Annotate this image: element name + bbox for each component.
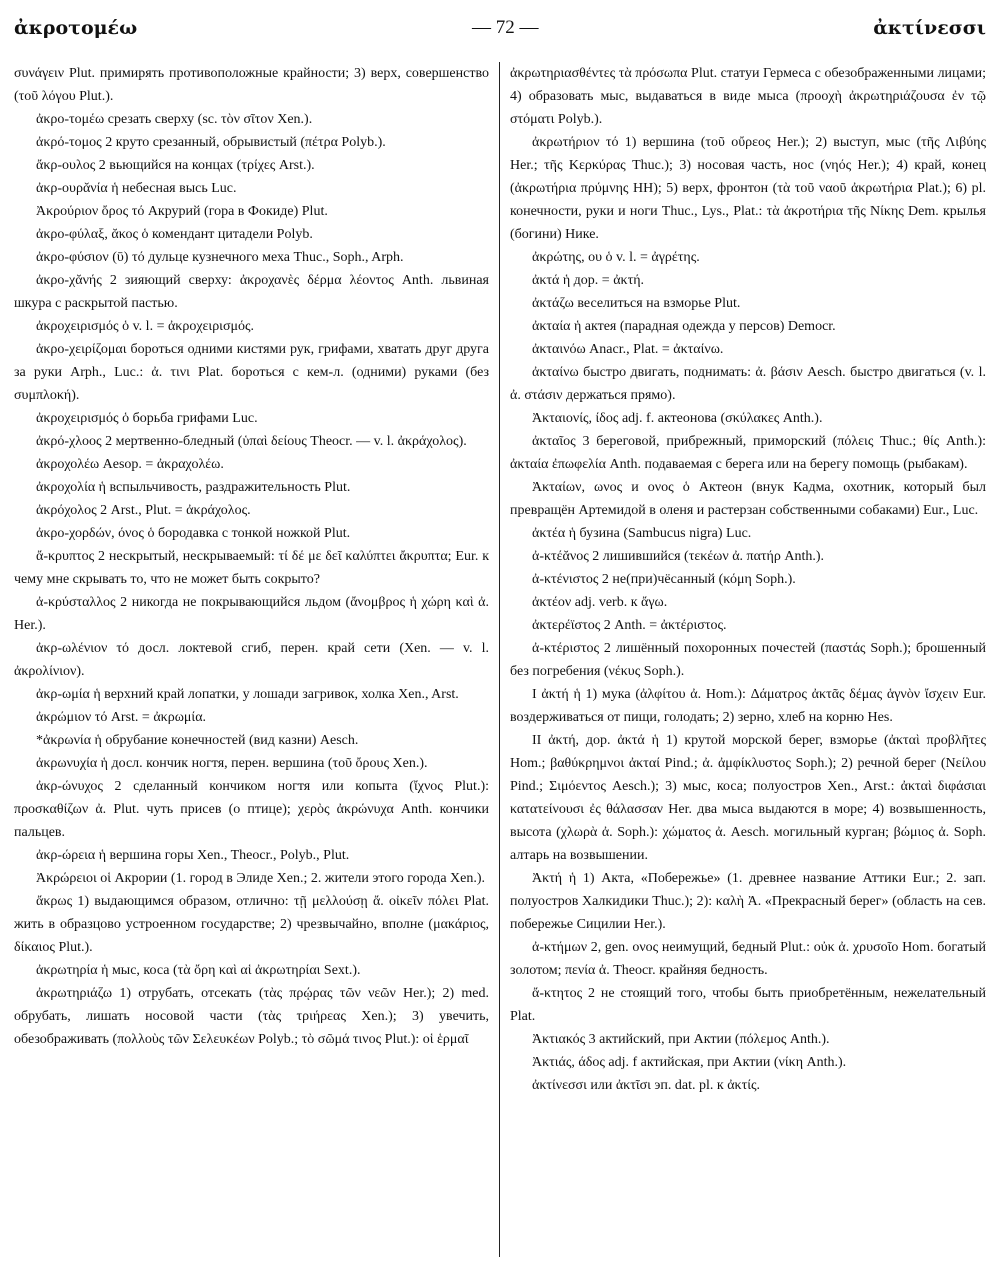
left-running-headword: ἀκροτομέω: [14, 17, 138, 39]
dictionary-entry: ἄ-κτητος 2 не стоящий того, чтобы быть приобретённым, нежелательный Plat.: [510, 986, 986, 1024]
dictionary-entry: ἀκταία ἡ актея (парадная одежда у персов) Democr.: [532, 319, 836, 334]
dictionary-entry: ἀκρο-χορδών, όνος ὁ бородавка с тонкой ножкой Plut.: [36, 526, 351, 541]
dictionary-entry: ἀκρό-τομος 2 круто срезанный, обрывистый (πέτρα Polyb.).: [36, 135, 386, 150]
dictionary-entry: ἀκροχειρισμός ὁ v. l. = ἀκροχειρισμός.: [36, 319, 255, 334]
dictionary-entry: ἀκταῖος 3 береговой, прибрежный, приморский (πόλεις Thuc.; θίς Anth.): ἀκταία ἐπωφελία Anth. подаваемая с берега или на берегу помощь (рыбакам).: [510, 434, 986, 472]
dictionary-entry: Ἀκρώρειοι οἱ Акрории (1. город в Элиде Xen.; 2. жители этого города Xen.).: [36, 871, 486, 886]
dictionary-entry: ἀκρ-ώνυχος 2 сделанный кончиком ногтя или копыта (ἴχνος Plut.): προσκαθίζων ἀ. Plut. чуть присев (о птице); χερὸς ἀκρώνυχα Anth. кончики пальцев.: [14, 779, 489, 840]
right-column: [500, 62, 986, 1257]
dictionary-entry: ἀκρό-χλοος 2 мертвенно-бледный (ὑπαὶ δείους Theocr. — v. l. ἀκράχολος).: [36, 434, 467, 449]
dictionary-entry: I ἀκτή ἡ 1) мука (ἀλφίτου ἀ. Hom.): Δάματρος ἀκτᾶς δέμας ἁγνὸν ἴσχειν Eur. воздерживаться от пищи, голодать; 2) зерно, хлеб на корню Hes.: [510, 687, 986, 725]
page-number: — 72 —: [471, 17, 539, 38]
dictionary-entry: ἀκροχειρισμός ὁ борьба грифами Luc.: [36, 411, 258, 426]
dictionary-entry: ἀκρωτήριον τό 1) вершина (τοῦ οὔρεος Her.); 2) выступ, мыс (τῆς Λιβύης Her.; τῆς Κερκύρας Thuc.); 3) носовая часть, нос (νηός Her.); 4) край, конец (ἀκρωτήρια πρύμνης HH); 5) верх, фронтон (τὰ τοῦ ναοῦ ἀκρωτήρια Plat.); 6) pl. конечности, руки и ноги Thuc., Lys., Plat.: τὰ ἀκροτήρια τῆς Νίκης Dem. крылья (богини) Нике.: [510, 135, 986, 242]
dictionary-entry: ἀκρ-ουρᾰνία ἡ небесная высь Luc.: [36, 181, 237, 196]
dictionary-entry: ἀκρ-ώρεια ἡ вершина горы Xen., Theocr., Polyb., Plut.: [36, 848, 350, 863]
dictionary-entry: ἀκρο-φύλαξ, ᾰκος ὁ комендант цитадели Polyb.: [36, 227, 313, 242]
dictionary-entry: Ἀκρούριον ὄρος τό Акрурий (гора в Фокиде) Plut.: [36, 204, 328, 219]
dictionary-columns: [14, 62, 986, 1257]
dictionary-entry: ἀ-κτήμων 2, gen. ονος неимущий, бедный Plut.: οὐκ ἀ. χρυσοῖο Hom. богатый золотом; πενία ἀ. Theocr. крайняя бедность.: [510, 940, 986, 978]
dictionary-entry: ἀκροχολία ἡ вспыльчивость, раздражительность Plut.: [36, 480, 351, 495]
dictionary-entry: ἀκρο-χειρίζομαι бороться одними кистями рук, грифами, хватать друг друга за руки Arph., Luc.: ἀ. τινι Plat. бороться с кем-л. (одними) руками (без συμπλοκή).: [14, 342, 489, 403]
dictionary-entry: ἀ-κρύσταλλος 2 никогда не покрывающийся льдом (ἄνομβρος ἡ χώρη καὶ ἀ. Her.).: [14, 595, 489, 633]
dictionary-entry: ἄ-κρυπτος 2 нескрытый, нескрываемый: τί δέ με δεῖ καλύπτει ἄκρυπτα; Eur. к чему мне скрывать то, что не может быть сокрыто?: [14, 549, 489, 587]
dictionary-entry: ἀκρωτηριάζω 1) отрубать, отсекать (τὰς πρῴρας τῶν νεῶν Her.); 2) med. обрубать, лишать носовой части (τὰς τριήρεας Xen.); 3) увечить, обезображивать (πολλοὺς τῶν Σελευκέων Polyb.; τὸ σῶμά τινος Plut.): οἱ ἑρμαῖ: [14, 986, 489, 1047]
dictionary-entry: II ἀκτή, дор. ἀκτά ἡ 1) крутой морской берег, взморье (ἀκταὶ προβλῆτες Hom.; βαθύκρημνοι ἀκταί Pind.; ἀ. ἀμφίκλυστος Soph.); 2) речной берег (Νείλου Pind.; Σιμόεντος Aesch.); 3) мыс, коса; полуостров Xen., Arst.: ἀκταὶ διφάσιαι κατατείνουσι ἐς θάλασσαν Her. два мыса выдаются в море; 4) возвышенность, высота (χλωρὰ ἀ. Soph.): χώματος ἀ. Aesch. могильный курган; βώμιος ἀ. Soph. алтарь на возвышении.: [510, 733, 986, 863]
dictionary-entry: ἀκταινόω Anacr., Plat. = ἀκταίνω.: [532, 342, 724, 357]
dictionary-entry: ἀκρωτηρία ἡ мыс, коса (τὰ ὄρη καὶ αἱ ἀκρωτηρίαι Sext.).: [36, 963, 361, 978]
dictionary-entry: ἀκροχολέω Aesop. = ἀκραχολέω.: [36, 457, 224, 472]
dictionary-entry: ἄκρ-ουλος 2 вьющийся на концах (τρίχες Arst.).: [36, 158, 315, 173]
dictionary-entry: ἀκτάζω веселиться на взморье Plut.: [532, 296, 741, 311]
dictionary-entry: ἀκρ-ωμία ἡ верхний край лопатки, у лошади загривок, холка Xen., Arst.: [36, 687, 459, 702]
dictionary-entry: συνάγειν Plut. примирять противоположные крайности; 3) верх, совершенство (τοῦ λόγου Plut.).: [14, 66, 489, 104]
right-running-headword: ἀκτίνεσσι: [873, 17, 986, 39]
dictionary-entry: ἀκρο-τομέω срезать сверху (sc. τὸν σῖτον Xen.).: [36, 112, 313, 127]
dictionary-entry: Ἀκταίων, ωνος и ονος ὁ Актеон (внук Кадма, охотник, который был превращён Артемидой в оленя и растерзан собственными собаками) Eur., Luc.: [510, 480, 986, 518]
dictionary-entry: ἀκταίνω быстро двигать, поднимать: ἀ. βάσιν Aesch. быстро двигаться (v. l. ἀ. στάσιν держаться прямо).: [510, 365, 986, 403]
dictionary-entry: ἀκτά ἡ дор. = ἀκτή.: [532, 273, 645, 288]
dictionary-entry: ἀκτέα ἡ бузина (Sambucus nigra) Luc.: [532, 526, 752, 541]
dictionary-entry: ἀκρ-ωλένιον τό досл. локтевой сгиб, перен. край сети (Xen. — v. l. ἀκρολίνιον).: [14, 641, 489, 679]
dictionary-entry: ἀκρωτηριασθέντες τὰ πρόσωπα Plut. статуи Гермеса с обезображенными лицами; 4) образовать мыс, выдаваться в виде мыса (προοχὴ ἀκρωτηριάζουσα ἐν τῷ στόματι Polyb.).: [510, 66, 986, 127]
dictionary-entry: ἀκτέον adj. verb. к ἄγω.: [532, 595, 668, 610]
dictionary-entry: ἀ-κτένιστος 2 не(при)чёсанный (κόμη Soph.).: [532, 572, 796, 587]
page-header: [14, 10, 986, 46]
dictionary-entry: ἀκρώμιον τό Arst. = ἀκρωμία.: [36, 710, 207, 725]
left-column: [14, 62, 500, 1257]
dictionary-entry: ἀ-κτέᾰνος 2 лишившийся (τεκέων ἀ. πατήρ Anth.).: [532, 549, 825, 564]
dictionary-entry: ἀκρόχολος 2 Arst., Plut. = ἀκράχολος.: [36, 503, 251, 518]
dictionary-entry: ἀκρωνυχία ἡ досл. кончик ногтя, перен. вершина (τοῦ ὄρους Xen.).: [36, 756, 428, 771]
dictionary-entry: ἀκρο-χᾰνής 2 зияющий сверху: ἀκροχανὲς δέρμα λέοντος Anth. львиная шкура с раскрытой пастью.: [14, 273, 489, 311]
dictionary-entry: ἄκρως 1) выдающимся образом, отлично: τῇ μελλούσῃ ἄ. οἰκεῖν πόλει Plat. жить в образцово устроенном государстве; 2) чрезвычайно, вполне (μακάριος, δίκαιος Plut.).: [14, 894, 489, 955]
dictionary-entry: ἀκτίνεσσι или ἀκτῖσι эп. dat. pl. к ἀκτίς.: [532, 1078, 761, 1093]
dictionary-entry: ἀκρώτης, ου ὁ v. l. = ἀγρέτης.: [532, 250, 700, 265]
dictionary-entry: ἀκτερέϊστος 2 Anth. = ἀκτέριστος.: [532, 618, 727, 633]
dictionary-entry: *ἀκρωνία ἡ обрубание конечностей (вид казни) Aesch.: [36, 733, 359, 748]
dictionary-entry: Ἀκταιονίς, ίδος adj. f. актеонова (σκύλακες Anth.).: [532, 411, 823, 426]
dictionary-entry: ἀκρο-φύσιον (ῡ) τό дульце кузнечного меха Thuc., Soph., Arph.: [36, 250, 404, 265]
dictionary-entry: Ἀκτιάς, άδος adj. f актийская, при Актии (νίκη Anth.).: [532, 1055, 847, 1070]
dictionary-entry: Ἀκτιακός 3 актийский, при Актии (πόλεμος Anth.).: [532, 1032, 830, 1047]
dictionary-entry: Ἀκτή ἡ 1) Акта, «Побережье» (1. древнее название Аттики Eur.; 2. зап. полуостров Халкидики Thuc.); 2): καλὴ Ἀ. «Прекрасный берег» (область на сев. побережье Сицилии Her.).: [510, 871, 986, 932]
dictionary-entry: ἀ-κτέριστος 2 лишённый похоронных почестей (παστάς Soph.); брошенный без погребения (νέκυς Soph.).: [510, 641, 986, 679]
